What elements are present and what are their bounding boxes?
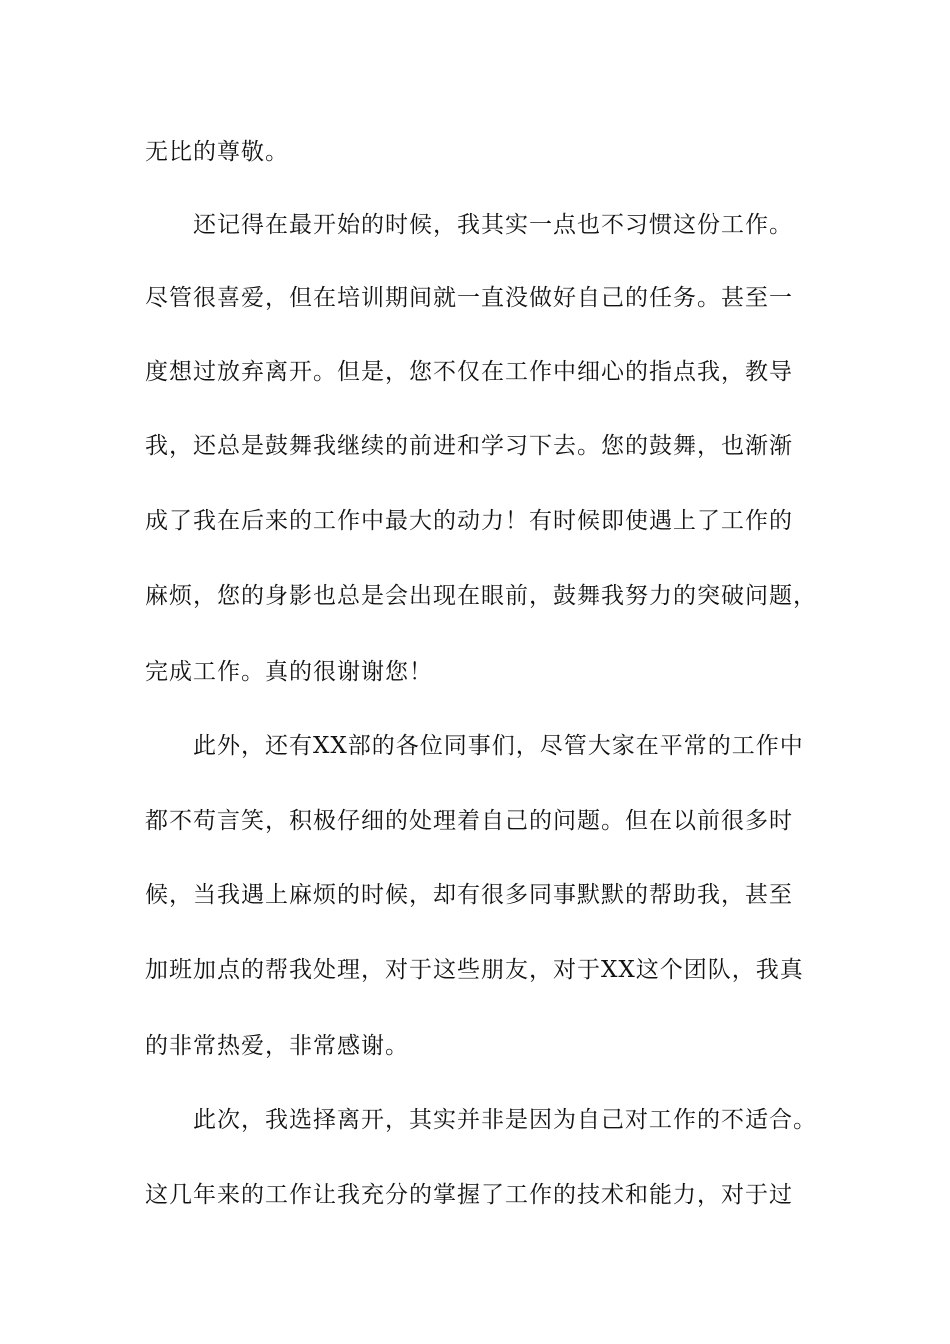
text-line: 我，还总是鼓舞我继续的前进和学习下去。您的鼓舞，也渐渐 [145,433,793,459]
paragraph-first-line: 还记得在最开始的时候，我其实一点也不习惯这份工作。 [193,212,793,238]
text-line: 都不苟言笑，积极仔细的处理着自己的问题。但在以前很多时 [145,808,793,834]
text-line: 的非常热爱，非常感谢。 [145,1033,409,1059]
text-line: 无比的尊敬。 [145,139,289,165]
paragraph-first-line: 此次，我选择离开，其实并非是因为自己对工作的不适合。 [193,1107,817,1133]
text-line: 尽管很喜爱，但在培训期间就一直没做好自己的任务。甚至一 [145,285,793,311]
text-line: 度想过放弃离开。但是，您不仅在工作中细心的指点我，教导 [145,359,793,385]
text-line: 成了我在后来的工作中最大的动力！有时候即使遇上了工作的 [145,508,793,534]
text-line: 候，当我遇上麻烦的时候，却有很多同事默默的帮助我，甚至 [145,882,793,908]
text-line: 这几年来的工作让我充分的掌握了工作的技术和能力，对于过 [145,1182,793,1208]
text-line: 麻烦，您的身影也总是会出现在眼前，鼓舞我努力的突破问题， [145,583,817,609]
text-line: 完成工作。真的很谢谢您！ [145,659,433,685]
text-line: 加班加点的帮我处理，对于这些朋友，对于XX这个团队，我真 [145,957,804,983]
paragraph-first-line: 此外，还有XX部的各位同事们，尽管大家在平常的工作中 [193,733,804,759]
